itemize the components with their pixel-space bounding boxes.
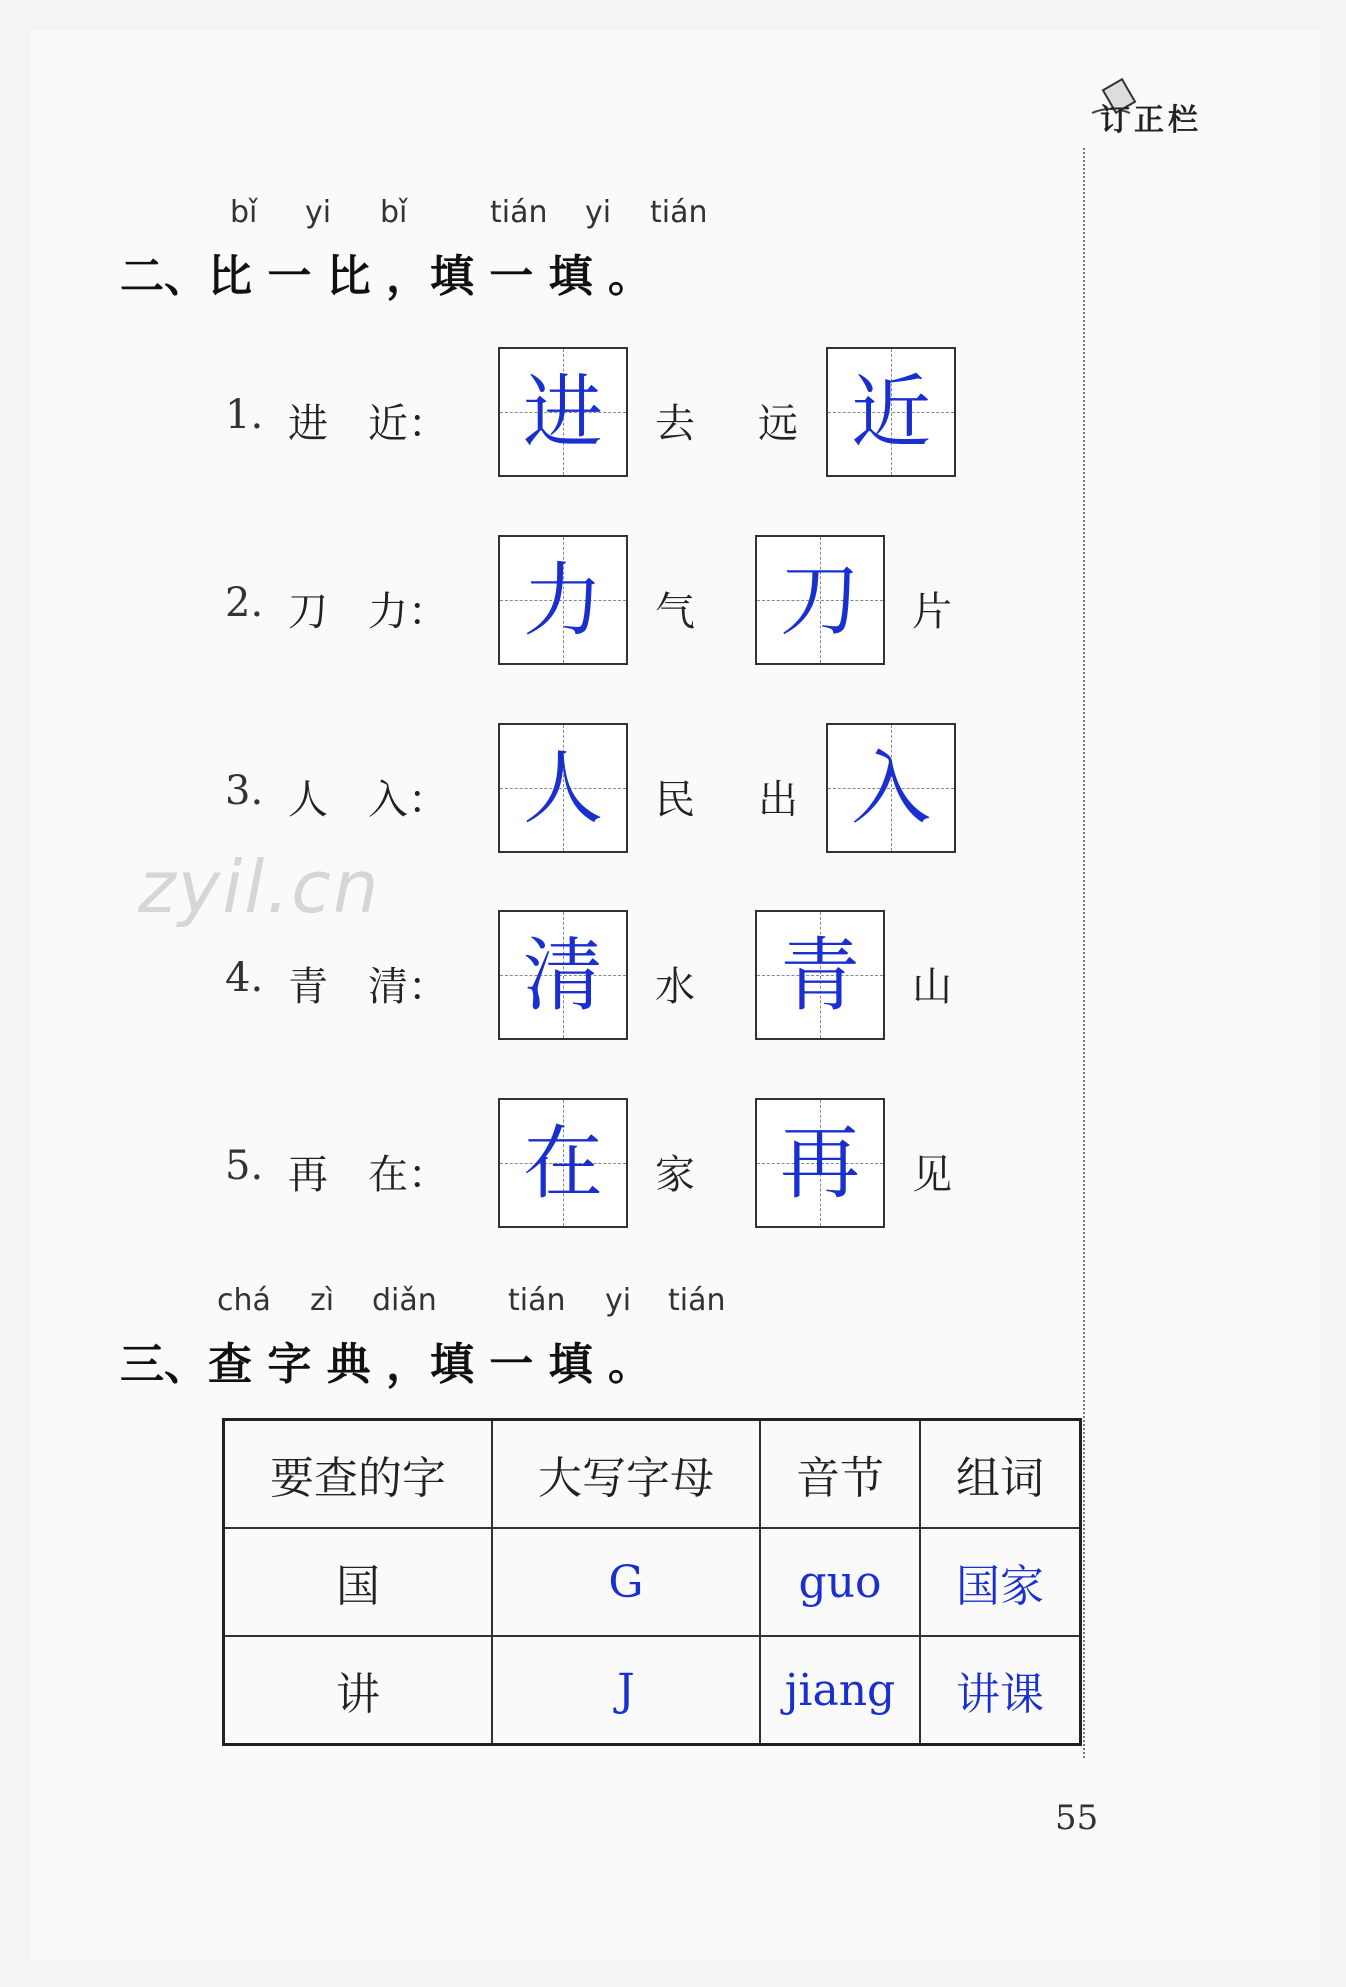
table-row — [224, 1528, 1081, 1636]
table-row — [224, 1636, 1081, 1745]
pinyin: chá — [217, 1283, 271, 1318]
correction-column-label: 订正栏 — [1100, 103, 1202, 138]
row-number: 2. — [225, 580, 264, 626]
word-part: 见 — [912, 1152, 952, 1198]
pinyin: tián — [508, 1283, 566, 1318]
word-part: 出 — [758, 777, 798, 823]
word-part: 山 — [912, 964, 952, 1010]
char-pair: 刀 力： — [288, 589, 448, 635]
answer-box[interactable] — [826, 723, 956, 853]
watermark: zyil.cn — [138, 845, 381, 929]
answer-char: 清 — [523, 929, 603, 1022]
dictionary-table — [222, 1418, 1082, 1746]
table-header: 音节 — [760, 1420, 920, 1529]
answer-box[interactable] — [826, 347, 956, 477]
char-pair: 再 在： — [288, 1152, 448, 1198]
row-number: 3. — [225, 768, 264, 814]
row-number: 5. — [225, 1143, 264, 1189]
section-2-title: 二、比 一 比 ，填 一 填 。 — [120, 251, 652, 302]
page-number: 55 — [1055, 1798, 1099, 1838]
word-part: 民 — [655, 777, 695, 823]
answer-char: 刀 — [780, 554, 860, 647]
char-pair: 进 近： — [288, 401, 448, 447]
table-cell: 国 — [224, 1528, 493, 1636]
word-part: 水 — [655, 964, 695, 1010]
answer-char: 青 — [780, 929, 860, 1022]
pinyin: zì — [310, 1283, 335, 1318]
pinyin: yi — [305, 195, 332, 230]
correction-divider — [1083, 148, 1085, 1758]
answer-box[interactable] — [498, 347, 628, 477]
answer-box[interactable] — [498, 1098, 628, 1228]
answer-char: 在 — [523, 1117, 603, 1210]
pinyin: tián — [668, 1283, 726, 1318]
pinyin: yi — [605, 1283, 632, 1318]
table-cell[interactable]: J — [492, 1636, 760, 1745]
answer-char: 近 — [851, 366, 931, 459]
pinyin: bǐ — [230, 195, 258, 230]
word-part: 远 — [758, 401, 798, 447]
pinyin: diǎn — [372, 1283, 437, 1318]
pinyin: tián — [490, 195, 548, 230]
section-3-title: 三、查 字 典 ，填 一 填 。 — [120, 1339, 652, 1390]
answer-box[interactable] — [755, 535, 885, 665]
answer-box[interactable] — [498, 535, 628, 665]
word-part: 家 — [655, 1152, 695, 1198]
pinyin: yi — [585, 195, 612, 230]
table-cell[interactable]: G — [492, 1528, 760, 1636]
answer-char: 人 — [523, 742, 603, 835]
table-header: 组词 — [920, 1420, 1081, 1529]
answer-char: 力 — [523, 554, 603, 647]
answer-box[interactable] — [755, 1098, 885, 1228]
char-pair: 青 清： — [288, 964, 448, 1010]
table-cell[interactable]: 国家 — [920, 1528, 1081, 1636]
answer-box[interactable] — [755, 910, 885, 1040]
table-cell[interactable]: guo — [760, 1528, 920, 1636]
char-pair: 人 入： — [288, 777, 448, 823]
word-part: 去 — [655, 401, 695, 447]
table-header: 要查的字 — [224, 1420, 493, 1529]
pinyin: tián — [650, 195, 708, 230]
word-part: 片 — [912, 589, 952, 635]
answer-box[interactable] — [498, 910, 628, 1040]
answer-char: 进 — [523, 366, 603, 459]
row-number: 1. — [225, 392, 264, 438]
answer-char: 入 — [851, 742, 931, 835]
word-part: 气 — [655, 589, 695, 635]
row-number: 4. — [225, 955, 264, 1001]
table-header-row — [224, 1420, 1081, 1529]
pinyin: bǐ — [380, 195, 408, 230]
table-cell: 讲 — [224, 1636, 493, 1745]
table-cell[interactable]: jiang — [760, 1636, 920, 1745]
table-cell[interactable]: 讲课 — [920, 1636, 1081, 1745]
answer-box[interactable] — [498, 723, 628, 853]
table-header: 大写字母 — [492, 1420, 760, 1529]
answer-char: 再 — [780, 1117, 860, 1210]
